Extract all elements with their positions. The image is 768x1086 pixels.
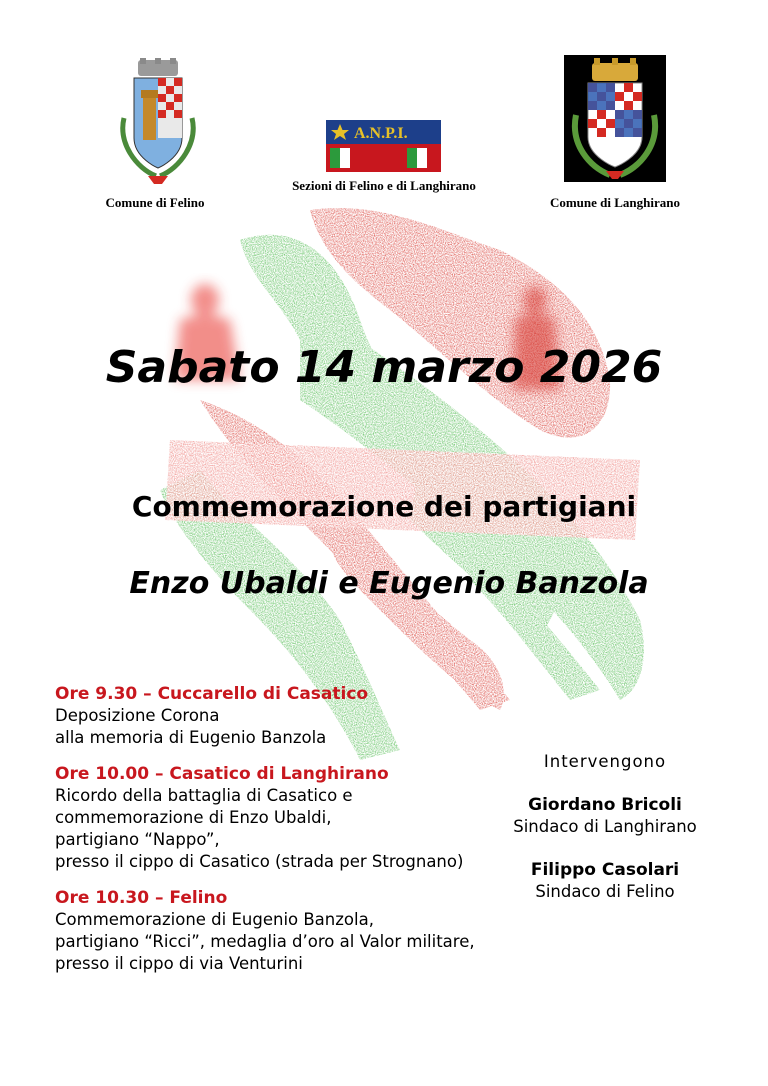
anpi-caption: Sezioni di Felino e di Langhirano — [292, 178, 476, 193]
speaker-name: Giordano Bricoli — [528, 795, 682, 815]
schedule-line: presso il cippo di via Venturini — [55, 954, 303, 973]
felino-coat-of-arms-icon — [112, 58, 204, 188]
langhirano-coat-of-arms-icon — [564, 55, 666, 182]
schedule-item — [55, 887, 515, 975]
schedule-line: alla memoria di Eugenio Banzola — [55, 728, 327, 747]
schedule — [55, 683, 515, 975]
schedule-heading: Ore 10.00 – Casatico di Langhirano — [55, 764, 389, 784]
schedule-line: commemorazione di Enzo Ubaldi, — [55, 808, 332, 827]
event-title: Commemorazione dei partigiani — [131, 490, 637, 523]
schedule-heading: Ore 9.30 – Cuccarello di Casatico — [55, 684, 369, 704]
schedule-heading: Ore 10.30 – Felino — [55, 888, 228, 908]
speaker-role: Sindaco di Felino — [535, 882, 675, 901]
anpi-logo-text: A.N.P.I. — [354, 125, 408, 142]
speakers-heading: Intervengono — [543, 752, 667, 771]
event-names: Enzo Ubaldi e Eugenio Banzola — [129, 566, 649, 601]
langhirano-caption: Comune di Langhirano — [549, 195, 681, 210]
schedule-line: Commemorazione di Eugenio Banzola, — [55, 910, 374, 929]
schedule-item — [55, 683, 515, 749]
schedule-line: partigiano “Ricci”, medaglia d’oro al Valor militare, — [55, 932, 475, 951]
event-date: Sabato 14 marzo 2026 — [105, 342, 663, 393]
speaker-role: Sindaco di Langhirano — [513, 817, 697, 836]
felino-caption: Comune di Felino — [105, 195, 205, 210]
schedule-line: Deposizione Corona — [55, 706, 220, 725]
schedule-line: presso il cippo di Casatico (strada per Strognano) — [55, 852, 464, 871]
speakers — [500, 752, 710, 901]
speaker-name: Filippo Casolari — [530, 860, 680, 880]
schedule-line: partigiano “Nappo”, — [55, 830, 220, 849]
anpi-logo-icon — [326, 120, 441, 172]
schedule-line: Ricordo della battaglia di Casatico e — [55, 786, 353, 805]
schedule-item — [55, 763, 515, 873]
